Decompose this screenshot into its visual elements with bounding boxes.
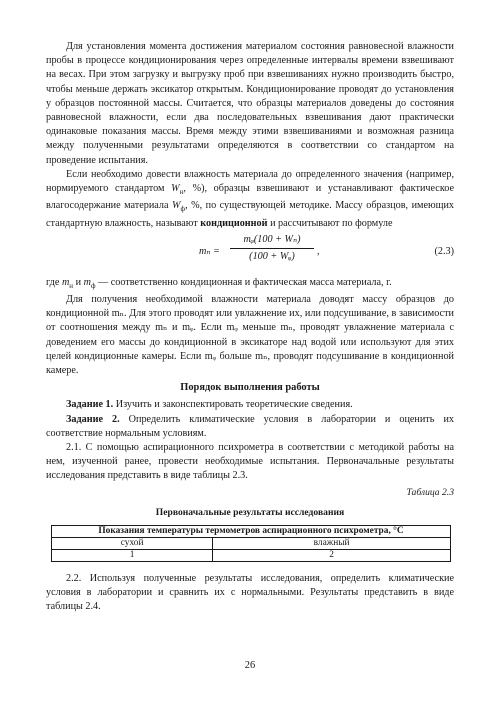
table-cell: 1 [52,549,213,561]
formula-numerator: mᵩ(100 + Wₙ) [230,233,314,249]
table-header-row [52,525,451,537]
column-dry: сухой [52,537,213,549]
section-heading: Порядок выполнения работы [180,382,320,394]
paragraph-2-1: 2.1. С помощью аспирационного психрометра в соответствии с методикой работы на нем, изученной ранее, провести необходимые испытания. Первоначальные результаты исследования представить в виде таблицы 2.3. [46,441,454,482]
paragraph-conditioning: Для получения необходимой влажности материала доводят массу образцов до кондиционной mₙ. Для этого проводят или увлажнение их, или подсушивание, в зависимости от соотношения между mₙ и mᵩ. Если mᵩ меньше mₙ, проводят увлажнение материала с доведением его массы до кондиционной в эксикаторе над водой или используют для этих целей кондиционные камеры. Если mᵩ больше mₙ, проводят подсушивание в кондиционной камере. [46,293,454,376]
table-number: Таблица 2.3 [406,486,454,498]
table-caption: Первоначальные результаты исследования [155,506,345,518]
table-header: Показания температуры термометров аспирационного психрометра, °С [52,525,451,537]
task-2: Задание 2. Определить климатические условия в лаборатории и оценить их соответствие нормальным условиям. [46,413,454,439]
formula-lhs: mₙ = [199,245,220,257]
paragraph-2-2: 2.2. Используя полученные результаты исследования, определить климатические условия в лаборатории и сравнить их с нормальными. Результаты представить в виде таблицы 2.4. [46,572,454,613]
paragraph-where: где $m_н$ и $m_ф$ — соответственно кондиционная и фактическая масса материала, г. [46,276,392,290]
formula-2-3 [46,233,454,273]
formula-comma: , [317,245,320,257]
column-wet: влажный [213,537,451,549]
paragraph-moisture-target: Если необходимо довести влажность материала до определенного значения (например, нормируемого стандартом $W_н$, %), образцы взвешивают и устанавливают фактическое влагосодержание материала $W_ф$, %, по существующей методике. Массу образцов, имеющих стандартную влажность, называют кондиционной и рассчитывают по формуле [46,168,454,229]
page-body [46,40,454,615]
formula-denominator: (100 + Wᵩ) [249,250,295,262]
paragraph-equilibrium: Для установления момента достижения материалом состояния равновесной влажности пробы в процессе кондиционирования через определенные интервалы времени взвешивают на весах. При этом загрузку и выгрузку проб при взвешиваниях нужно производить быстро, чтобы меньше держать эксикатор открытым. Кондиционирование проводят до установления у образцов постоянной массы. Считается, что образцы материалов доведены до состояния равновесной влажности, если два последовательных взвешивания дают практически одинаковые показания массы. Время между этими взвешиваниями и возможная разница между полученными результатами определяются в соответствии со стандартом на проведение испытания. [46,41,454,166]
table-cell: 2 [213,549,451,561]
formula-fraction [230,233,314,264]
table-columns-row [52,537,451,549]
equation-number: (2.3) [434,245,454,257]
results-table [51,525,451,562]
page-number: 26 [244,660,256,671]
task-1: Задание 1. Изучить и законспектировать теоретические сведения. [66,399,353,411]
table-row [52,549,451,561]
